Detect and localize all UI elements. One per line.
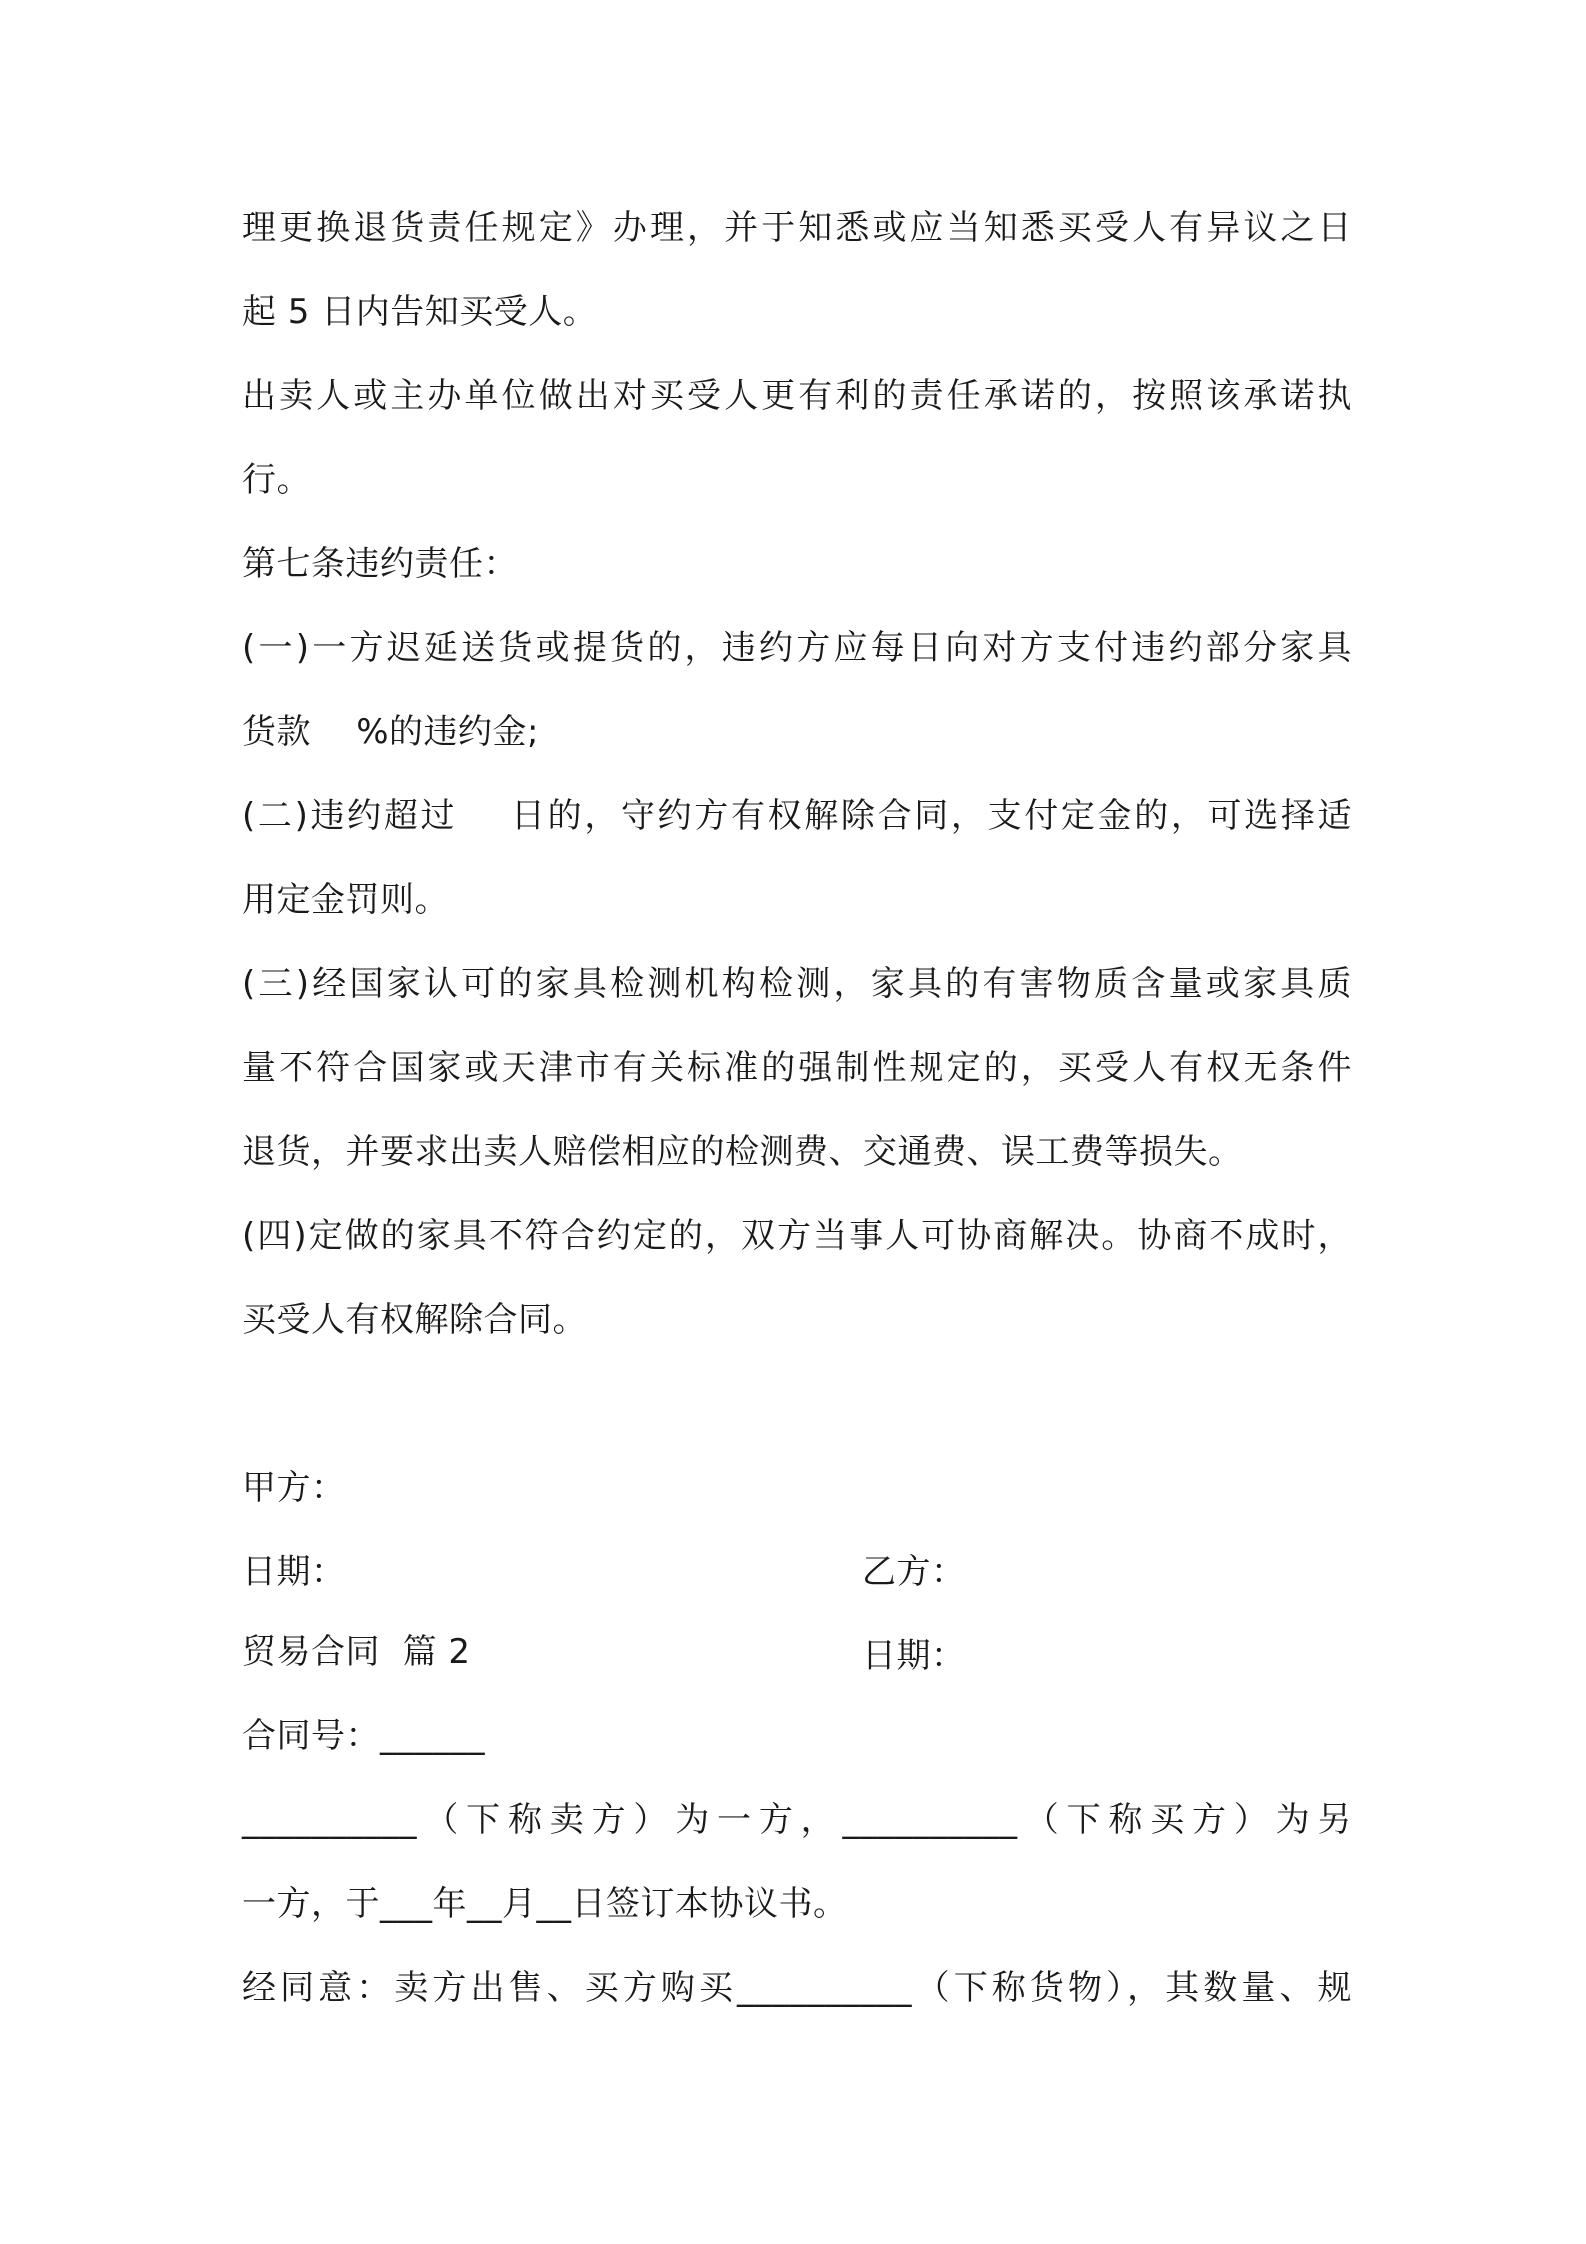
party-a-label: 甲方： <box>242 1468 346 1508</box>
paragraph-line: (四)定做的家具不符合约定的，双方当事人可协商解决。协商不成时， <box>242 1216 1352 1256</box>
paragraph-line: 理更换退货责任规定》办理，并于知悉或应当知悉买受人有异议之日 <box>242 208 1352 248</box>
paragraph-line: 一方，于___年__月__日签订本协议书。 <box>242 1884 848 1924</box>
contract-body-section-2 <box>242 1610 1352 2030</box>
paragraph-line: 用定金罚则。 <box>242 880 449 920</box>
paragraph-line: 起 5 日内告知买受人。 <box>242 292 598 332</box>
paragraph-line: (二)违约超过 日的，守约方有权解除合同，支付定金的，可选择适 <box>242 796 1352 836</box>
contract-number: 合同号：______ <box>242 1716 485 1756</box>
paragraph-line: 买受人有权解除合同。 <box>242 1300 587 1340</box>
contract-title: 贸易合同 篇 2 <box>242 1632 471 1672</box>
paragraph-line: (一)一方迟延送货或提货的，违约方应每日向对方支付违约部分家具 <box>242 628 1352 668</box>
paragraph-line: 退货，并要求出卖人赔偿相应的检测费、交通费、误工费等损失。 <box>242 1132 1243 1172</box>
party-b-label: 乙方： <box>862 1552 966 1592</box>
paragraph-line: (三)经国家认可的家具检测机构检测，家具的有害物质含量或家具质 <box>242 964 1352 1004</box>
paragraph-line: 货款 %的违约金; <box>242 712 539 752</box>
paragraph-line: 量不符合国家或天津市有关标准的强制性规定的，买受人有权无条件 <box>242 1048 1352 1088</box>
paragraph-line: 出卖人或主办单位做出对买受人更有利的责任承诺的，按照该承诺执 <box>242 376 1352 416</box>
paragraph-line: __________（下称卖方）为一方，__________（下称买方）为另 <box>242 1800 1352 1840</box>
paragraph-line: 行。 <box>242 460 311 500</box>
article-heading: 第七条违约责任： <box>242 544 518 584</box>
date-b-label: 日期： <box>862 1636 966 1676</box>
paragraph-line: 经同意：卖方出售、买方购买__________（下称货物），其数量、规 <box>242 1968 1352 2008</box>
date-a-label: 日期： <box>242 1552 346 1592</box>
